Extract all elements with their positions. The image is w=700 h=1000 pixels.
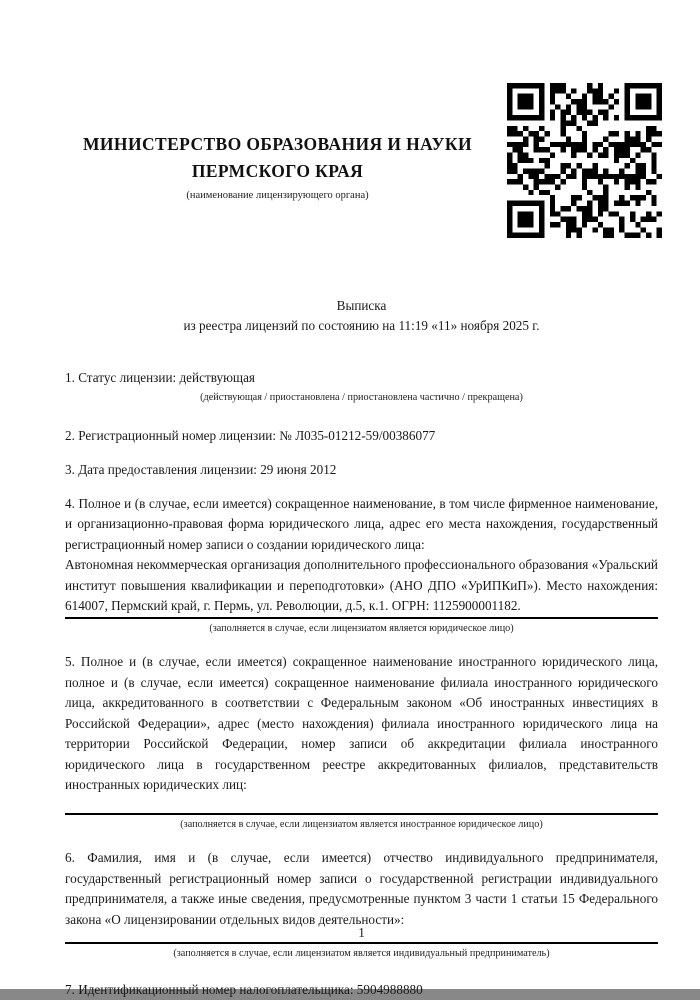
section-caption: (заполняется в случае, если лицензиатом является индивидуальный предприниматель): [173, 947, 550, 959]
document-subtitle: из реестра лицензий по состоянию на 11:19 «11» ноября 2025 г.: [183, 318, 540, 334]
section-foreign-entity: [65, 652, 658, 831]
section-individual-entrepreneur: [65, 848, 658, 960]
qr-code: [507, 83, 662, 238]
ministry-title: [65, 131, 490, 185]
document-body: [65, 296, 658, 1000]
section-text: 6. Фамилия, имя и (в случае, если имеется) отчество индивидуального предпринимателя, государственный регистрационный номер записи о государственной регистрации индивидуального предпринимателя, а также иные сведения, предусмотренные пунктом 3 части 1 статьи 15 Федерального закона «О лицензировании отдельных видов деятельности»:: [65, 850, 658, 927]
section-text: 3. Дата предоставления лицензии: 29 июня 2012: [65, 461, 337, 477]
section-inn: [65, 980, 658, 1000]
section-legal-entity: [65, 494, 658, 635]
section-caption: (заполняется в случае, если лицензиатом является иностранное юридическое лицо): [180, 819, 543, 831]
section-license-status: [65, 368, 658, 404]
section-grant-date: [65, 460, 658, 480]
section-text: 5. Полное и (в случае, если имеется) сокращенное наименование иностранного юридического лица, полное и (в случае, если имеется) сокращенное наименование филиала иностранного юридического лица, аккредитованного в соответствии с Федеральным законом «Об иностранных инвестициях в Российской Федерации», адрес (место нахождения) филиала иностранного юридического лица на территории Российской Федерации, номер записи об аккредитации филиала иностранного юридического лица в государственном реестре аккредитованных филиалов, представительств иностранных юридических лиц:: [65, 654, 658, 792]
section-caption: (заполняется в случае, если лицензиатом является юридическое лицо): [209, 623, 514, 635]
section-text: 2. Регистрационный номер лицензии: № Л035-01212-59/00386077: [65, 428, 436, 444]
blank-field-line: [65, 797, 658, 815]
section-text: 4. Полное и (в случае, если имеется) сокращенное наименование, в том числе фирменное наименование, и организационно-правовая форма юридического лица, адрес его места нахождения, государственный регистрационный номер записи о создании юридического лица:: [65, 496, 658, 552]
section-registration-number: [65, 426, 658, 446]
section-text: 1. Статус лицензии: действующая: [65, 369, 256, 385]
section-caption: (действующая / приостановлена / приостановлена частично / прекращена): [200, 392, 523, 404]
legal-entity-value: Автономная некоммерческая организация дополнительного профессионального образования «Уральский институт повышения квалификации и переподготовки» (АНО ДПО «УрИПКиП»). Место нахождения: 614007, Пермский край, г. Пермь, ул. Революции, д.5, к.1. ОГРН: 1125900001182.: [65, 555, 658, 619]
ministry-subtitle: (наименование лицензирующего органа): [186, 190, 369, 201]
page-number: 1: [358, 925, 365, 940]
document-title: Выписка: [336, 298, 387, 313]
section-text: 7. Идентификационный номер налогоплательщика: 5904988880: [65, 981, 423, 997]
ministry-title-line2: ПЕРМСКОГО КРАЯ: [191, 161, 364, 181]
ministry-title-line1: МИНИСТЕРСТВО ОБРАЗОВАНИЯ И НАУКИ: [83, 134, 472, 154]
